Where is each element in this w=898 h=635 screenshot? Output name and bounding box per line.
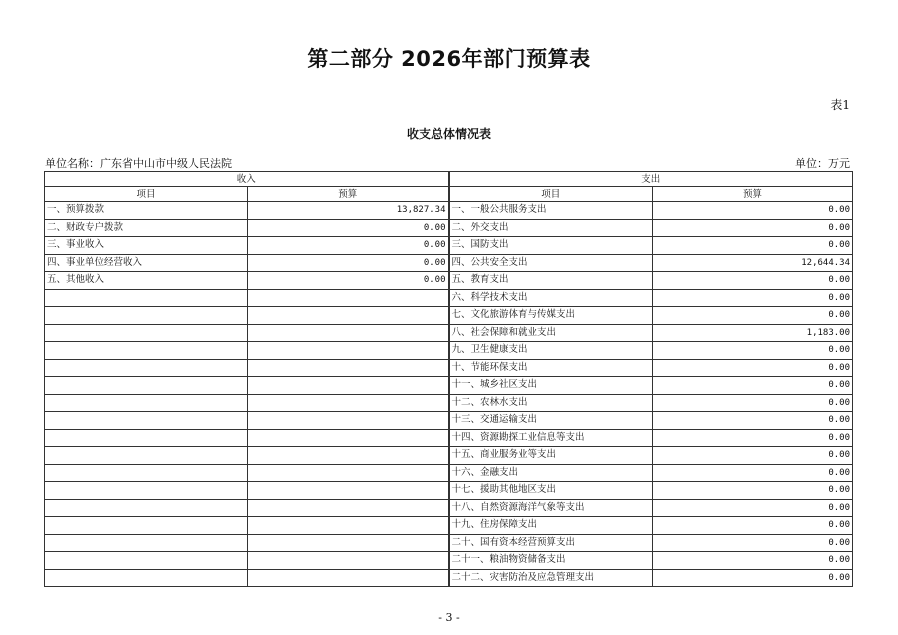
income-budget-cell: [248, 569, 449, 587]
table-row: [45, 569, 853, 587]
expense-budget-cell: 1,183.00: [653, 324, 853, 342]
income-budget-cell: [248, 342, 449, 360]
income-budget-cell: [248, 552, 449, 570]
income-item-cell: [45, 499, 248, 517]
income-budget-cell: [248, 412, 449, 430]
expense-budget-cell: 12,644.34: [653, 254, 853, 272]
income-item-cell: [45, 289, 248, 307]
table-row: [45, 534, 853, 552]
table-row: [45, 359, 853, 377]
table-row: [45, 377, 853, 395]
table-row: [45, 324, 853, 342]
expense-item-cell: 二十二、灾害防治及应急管理支出: [449, 569, 653, 587]
expense-item-cell: 十七、援助其他地区支出: [449, 482, 653, 500]
expense-budget-cell: 0.00: [653, 499, 853, 517]
income-budget-cell: [248, 394, 449, 412]
expense-item-cell: 二、外交支出: [449, 219, 653, 237]
budget-table: [44, 171, 853, 587]
table-row: [45, 272, 853, 290]
income-budget-cell: [248, 464, 449, 482]
expense-budget-cell: 0.00: [653, 237, 853, 255]
income-budget-cell: [248, 482, 449, 500]
income-budget-cell: [248, 324, 449, 342]
expense-item-cell: 二十一、粮油物资储备支出: [449, 552, 653, 570]
expense-budget-cell: 0.00: [653, 202, 853, 220]
income-item-cell: [45, 447, 248, 465]
expense-budget-cell: 0.00: [653, 447, 853, 465]
expense-item-cell: 十、节能环保支出: [449, 359, 653, 377]
income-budget-cell: [248, 447, 449, 465]
expense-budget-cell: 0.00: [653, 412, 853, 430]
expense-item-cell: 十五、商业服务业等支出: [449, 447, 653, 465]
table-row: [45, 202, 853, 220]
expense-item-cell: 十四、资源勘探工业信息等支出: [449, 429, 653, 447]
expense-item-cell: 十六、金融支出: [449, 464, 653, 482]
expense-budget-cell: 0.00: [653, 482, 853, 500]
income-item-cell: [45, 482, 248, 500]
expense-budget-cell: 0.00: [653, 359, 853, 377]
income-budget-cell: 0.00: [248, 272, 449, 290]
expense-item-cell: 十一、城乡社区支出: [449, 377, 653, 395]
expense-budget-cell: 0.00: [653, 394, 853, 412]
income-budget-cell: 0.00: [248, 237, 449, 255]
income-item-cell: [45, 324, 248, 342]
income-item-cell: [45, 569, 248, 587]
expense-item-cell: 八、社会保障和就业支出: [449, 324, 653, 342]
income-budget-header: 预算: [248, 187, 449, 202]
expense-item-cell: 一、一般公共服务支出: [449, 202, 653, 220]
header-row-columns: [45, 187, 853, 202]
expense-budget-cell: 0.00: [653, 377, 853, 395]
table-row: [45, 552, 853, 570]
expense-budget-cell: 0.00: [653, 552, 853, 570]
income-item-cell: [45, 552, 248, 570]
expense-budget-header: 预算: [653, 187, 853, 202]
expense-item-cell: 十八、自然资源海洋气象等支出: [449, 499, 653, 517]
income-item-header: 项目: [45, 187, 248, 202]
table-row: [45, 482, 853, 500]
income-item-cell: [45, 464, 248, 482]
table-row: [45, 447, 853, 465]
income-item-cell: [45, 429, 248, 447]
header-row-group: [45, 172, 853, 187]
income-item-cell: 一、预算拨款: [45, 202, 248, 220]
income-item-cell: 五、其他收入: [45, 272, 248, 290]
expense-budget-cell: 0.00: [653, 272, 853, 290]
unit-name: 单位名称：广东省中山市中级人民法院: [45, 157, 232, 170]
income-item-cell: [45, 517, 248, 535]
table-row: [45, 394, 853, 412]
income-item-cell: [45, 534, 248, 552]
table-row: [45, 307, 853, 325]
expense-budget-cell: 0.00: [653, 569, 853, 587]
income-budget-cell: [248, 377, 449, 395]
page-title: 第二部分 2026年部门预算表: [307, 47, 591, 71]
expense-budget-cell: 0.00: [653, 342, 853, 360]
expense-item-cell: 十二、农林水支出: [449, 394, 653, 412]
expense-budget-cell: 0.00: [653, 307, 853, 325]
expense-budget-cell: 0.00: [653, 534, 853, 552]
income-item-cell: [45, 342, 248, 360]
expense-item-cell: 九、卫生健康支出: [449, 342, 653, 360]
expense-budget-cell: 0.00: [653, 289, 853, 307]
income-header: 收入: [45, 172, 449, 187]
income-budget-cell: [248, 517, 449, 535]
table-title: 收支总体情况表: [406, 127, 491, 141]
expense-header: 支出: [449, 172, 853, 187]
expense-budget-cell: 0.00: [653, 464, 853, 482]
expense-item-cell: 五、教育支出: [449, 272, 653, 290]
income-item-cell: [45, 394, 248, 412]
expense-item-cell: 三、国防支出: [449, 237, 653, 255]
table-row: [45, 237, 853, 255]
table-row: [45, 464, 853, 482]
income-item-cell: [45, 412, 248, 430]
income-item-cell: 二、财政专户拨款: [45, 219, 248, 237]
expense-item-cell: 十九、住房保障支出: [449, 517, 653, 535]
income-item-cell: [45, 377, 248, 395]
table-tag: 表1: [830, 98, 850, 112]
income-budget-cell: [248, 289, 449, 307]
income-budget-cell: 13,827.34: [248, 202, 449, 220]
expense-item-header: 项目: [449, 187, 653, 202]
unit-measure: 单位：万元: [795, 157, 850, 170]
expense-item-cell: 六、科学技术支出: [449, 289, 653, 307]
income-budget-cell: [248, 499, 449, 517]
income-item-cell: [45, 359, 248, 377]
income-budget-cell: [248, 359, 449, 377]
expense-budget-cell: 0.00: [653, 517, 853, 535]
table-row: [45, 254, 853, 272]
table-row: [45, 289, 853, 307]
table-row: [45, 342, 853, 360]
expense-item-cell: 二十、国有资本经营预算支出: [449, 534, 653, 552]
income-budget-cell: 0.00: [248, 219, 449, 237]
income-budget-cell: 0.00: [248, 254, 449, 272]
income-item-cell: 三、事业收入: [45, 237, 248, 255]
income-item-cell: [45, 307, 248, 325]
expense-item-cell: 十三、交通运输支出: [449, 412, 653, 430]
table-row: [45, 499, 853, 517]
expense-budget-cell: 0.00: [653, 429, 853, 447]
income-budget-cell: [248, 307, 449, 325]
page-number: - 3 -: [438, 611, 460, 624]
expense-budget-cell: 0.00: [653, 219, 853, 237]
income-item-cell: 四、事业单位经营收入: [45, 254, 248, 272]
table-row: [45, 412, 853, 430]
expense-item-cell: 四、公共安全支出: [449, 254, 653, 272]
expense-item-cell: 七、文化旅游体育与传媒支出: [449, 307, 653, 325]
table-row: [45, 219, 853, 237]
income-budget-cell: [248, 534, 449, 552]
table-row: [45, 429, 853, 447]
table-row: [45, 517, 853, 535]
income-budget-cell: [248, 429, 449, 447]
